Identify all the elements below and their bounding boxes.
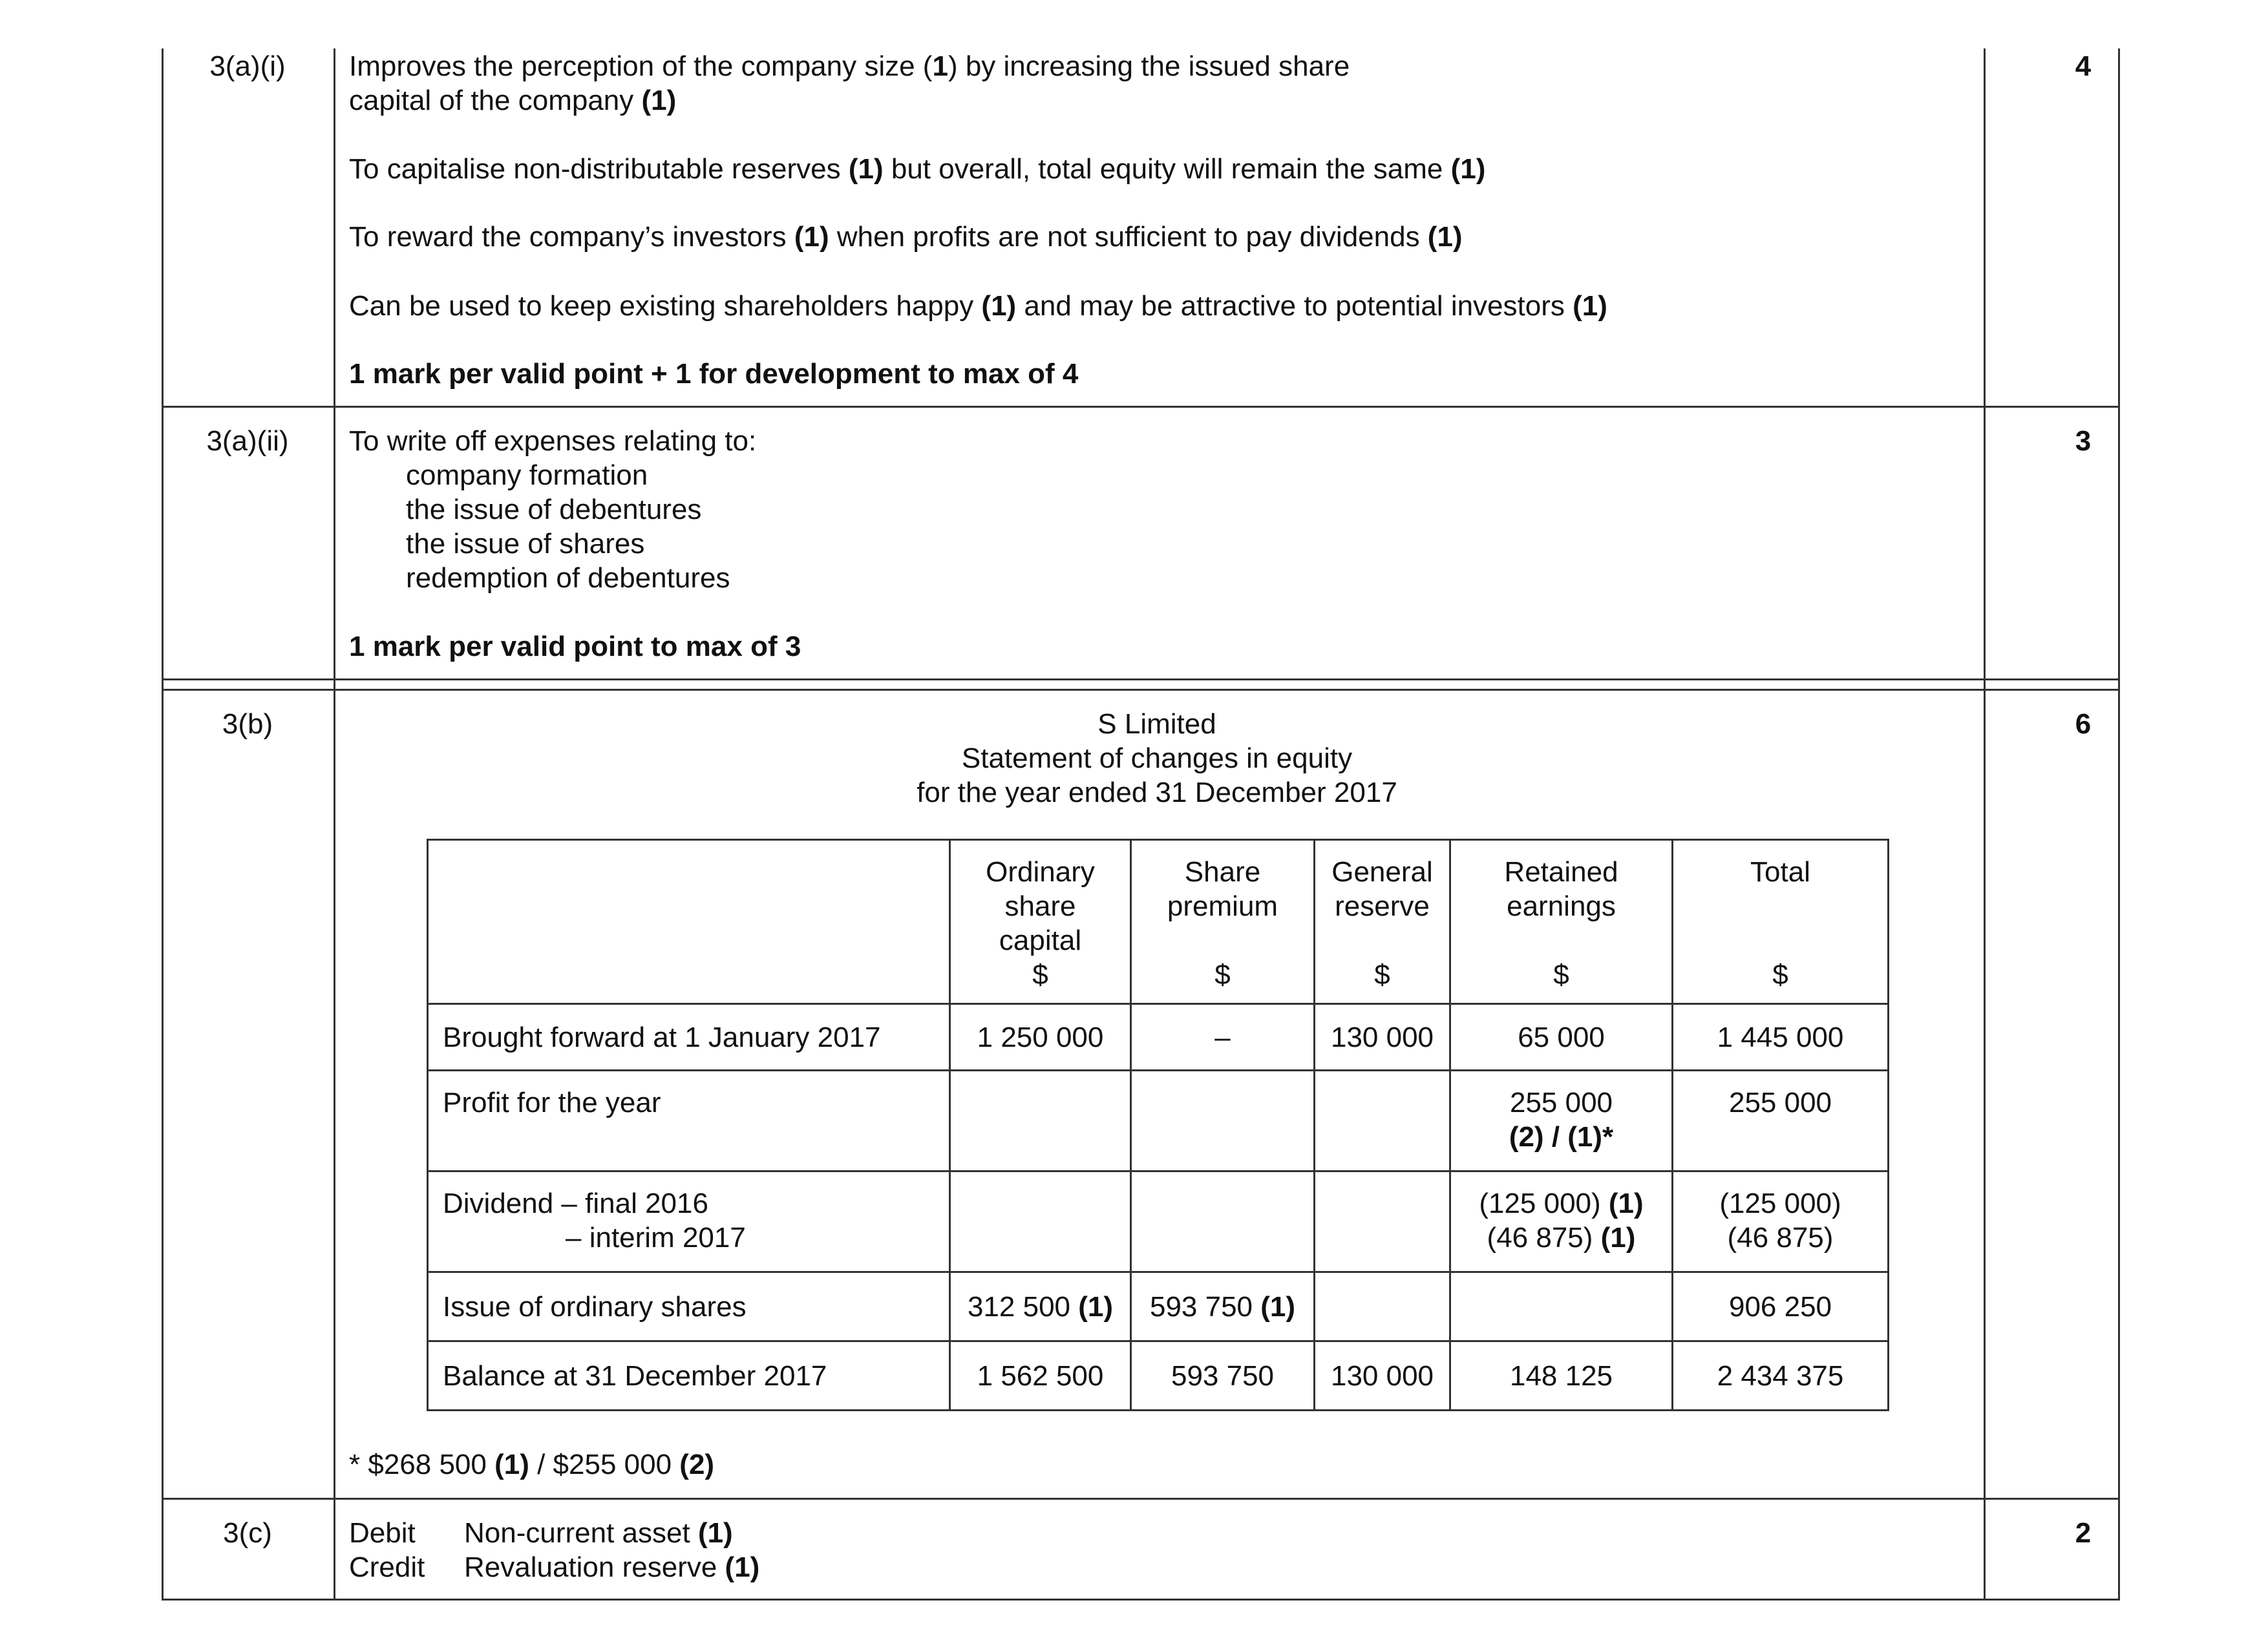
- question-number: 3(a)(i): [209, 50, 286, 82]
- row-divider-1: [162, 406, 2120, 408]
- table-row: [428, 1071, 1889, 1171]
- cell-value: 593 750: [1131, 1341, 1315, 1411]
- marks-available: 4: [2075, 50, 2092, 82]
- row-label: Brought forward at 1 January 2017: [428, 1004, 950, 1071]
- table-border-bottom: [162, 1599, 2120, 1601]
- row-divider-2b: [162, 689, 2120, 691]
- list-item: the issue of shares: [406, 528, 645, 560]
- cell-value: –: [1131, 1004, 1315, 1071]
- statement-period: for the year ended 31 December 2017: [917, 777, 1397, 808]
- row-label: Dividend – final 2016 – interim 2017: [428, 1171, 950, 1272]
- statement-title: Statement of changes in equity: [961, 742, 1353, 774]
- marking-rule: 1 mark per valid point to max of 3: [349, 631, 801, 662]
- credit-entry: Revaluation reserve (1): [464, 1551, 760, 1583]
- cell-value: 130 000: [1315, 1004, 1450, 1071]
- answer-line: Improves the perception of the company size (1) by increasing the issued share: [349, 50, 1350, 82]
- column-header-retained-earnings: Retained earnings $: [1450, 840, 1673, 1004]
- column-header-total: Total $: [1673, 840, 1889, 1004]
- empty-cell: [1131, 1171, 1315, 1272]
- row-label: Issue of ordinary shares: [428, 1272, 950, 1341]
- debit-entry: Non-current asset (1): [464, 1517, 733, 1549]
- column-header-general-reserve: General reserve $: [1315, 840, 1450, 1004]
- cell-value: 312 500 (1): [950, 1272, 1131, 1341]
- question-number: 3(b): [222, 708, 273, 740]
- table-row: [428, 1004, 1889, 1071]
- debit-label: Debit: [349, 1517, 416, 1549]
- answer-line: To reward the company’s investors (1) when profits are not sufficient to pay dividends (1): [349, 221, 1463, 253]
- column-divider-2: [1984, 48, 1986, 1601]
- statement-company-name: S Limited: [1097, 708, 1216, 740]
- footnote: * $268 500 (1) / $255 000 (2): [349, 1449, 715, 1480]
- question-number: 3(a)(ii): [206, 425, 289, 457]
- answer-line: capital of the company (1): [349, 85, 677, 116]
- cell-value: 1 445 000: [1673, 1004, 1889, 1071]
- table-header-row: [428, 840, 1889, 1004]
- list-item: the issue of debentures: [406, 494, 702, 525]
- cell-value: 255 000 (2) / (1)*: [1450, 1071, 1673, 1171]
- marks-available: 3: [2075, 425, 2092, 457]
- cell-value: (125 000) (46 875): [1673, 1171, 1889, 1272]
- column-divider-1: [334, 48, 335, 1601]
- cell-value: 130 000: [1315, 1341, 1450, 1411]
- empty-cell: [1315, 1171, 1450, 1272]
- table-border-right: [2118, 48, 2120, 1601]
- cell-value: 906 250: [1673, 1272, 1889, 1341]
- cell-value: 2 434 375: [1673, 1341, 1889, 1411]
- answer-line: To capitalise non-distributable reserves (1) but overall, total equity will remain the same (1): [349, 153, 1486, 185]
- empty-cell: [1131, 1071, 1315, 1171]
- table-border-left: [162, 48, 164, 1601]
- cell-value: 1 562 500: [950, 1341, 1131, 1411]
- cell-value: 255 000: [1673, 1071, 1889, 1171]
- marking-rule: 1 mark per valid point + 1 for development to max of 4: [349, 358, 1079, 390]
- cell-value: (125 000) (1) (46 875) (1): [1450, 1171, 1673, 1272]
- empty-cell: [950, 1171, 1131, 1272]
- credit-label: Credit: [349, 1551, 425, 1583]
- table-row: [428, 1272, 1889, 1341]
- row-divider-2a: [162, 678, 2120, 680]
- list-item: company formation: [406, 459, 648, 491]
- answer-intro: To write off expenses relating to:: [349, 425, 757, 457]
- cell-value: 1 250 000: [950, 1004, 1131, 1071]
- row-label: Balance at 31 December 2017: [428, 1341, 950, 1411]
- empty-cell: [950, 1071, 1131, 1171]
- cell-value: 593 750 (1): [1131, 1272, 1315, 1341]
- column-header-ordinary-share-capital: Ordinary share capital $: [950, 840, 1131, 1004]
- marks-available: 2: [2075, 1517, 2092, 1549]
- empty-cell: [1315, 1272, 1450, 1341]
- marks-available: 6: [2075, 708, 2092, 740]
- table-row: [428, 1171, 1889, 1272]
- statement-of-changes-in-equity-table: [427, 839, 1889, 1411]
- header-blank-cell: [428, 840, 950, 1004]
- answer-line: Can be used to keep existing shareholders happy (1) and may be attractive to potential investors (1): [349, 290, 1607, 322]
- row-divider-3: [162, 1498, 2120, 1500]
- empty-cell: [1315, 1071, 1450, 1171]
- question-number: 3(c): [223, 1517, 272, 1549]
- list-item: redemption of debentures: [406, 562, 730, 594]
- cell-value: 65 000: [1450, 1004, 1673, 1071]
- cell-value: 148 125: [1450, 1341, 1673, 1411]
- empty-cell: [1450, 1272, 1673, 1341]
- column-header-share-premium: Share premium $: [1131, 840, 1315, 1004]
- table-row: [428, 1341, 1889, 1411]
- row-label: Profit for the year: [428, 1071, 950, 1171]
